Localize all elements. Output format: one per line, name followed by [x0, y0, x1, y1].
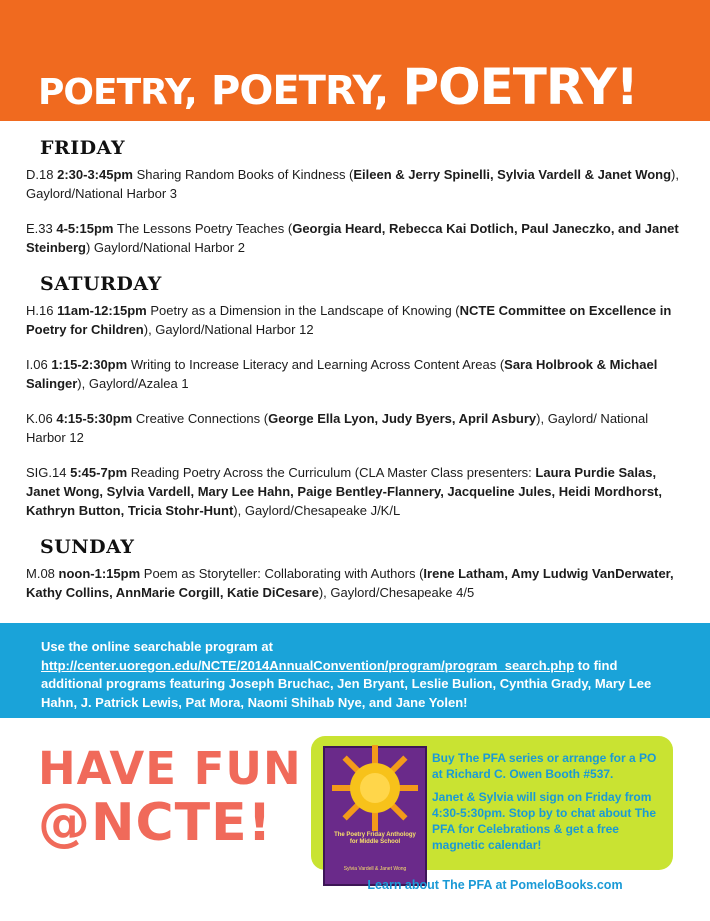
promo-box: [311, 736, 673, 870]
session-location: ), Gaylord/Chesapeake J/K/L: [233, 503, 401, 518]
session-time: 11am-12:15pm: [57, 303, 147, 318]
session-code: I.06: [26, 357, 48, 372]
online-program-banner: [0, 623, 710, 718]
session-presenters: Laura Purdie Salas, Janet Wong, Sylvia Vardell, Mary Lee Hahn, Paige Bentley-Flannery, Jacqueline Jules, Heidi Mordhorst, Kathryn Button, Tricia Stohr-Hunt: [26, 465, 662, 518]
session-location: ) Gaylord/National Harbor 2: [85, 240, 245, 255]
book-title: The Poetry Friday Anthology for Middle School: [334, 832, 416, 845]
promo-signing-text: Janet & Sylvia will sign on Friday from 4:30-5:30pm. Stop by to chat about The PFA for Celebrations & get a free magnetic calendar!: [432, 790, 657, 852]
session-presenters: Irene Latham, Amy Ludwig VanDerwater, Kathy Collins, AnnMarie Corgill, Katie DiCesare: [26, 566, 674, 600]
page-title: [38, 58, 638, 116]
session-item: [26, 463, 680, 520]
session-location: ), Gaylord/Azalea 1: [77, 376, 189, 391]
session-code: SIG.14: [26, 465, 67, 480]
session-title: Poem as Storyteller: Collaborating with Authors (: [143, 566, 424, 581]
online-program-text: [41, 638, 681, 712]
session-location: ), Gaylord/ National Harbor 12: [26, 411, 649, 445]
session-time: noon-1:15pm: [58, 566, 141, 581]
session-item: [26, 301, 680, 339]
title-word-3: POETRY!: [402, 58, 638, 116]
have-fun-graphic: [38, 742, 302, 853]
session-title: Reading Poetry Across the Curriculum (CLA Master Class presenters:: [130, 465, 536, 480]
session-code: D.18: [26, 167, 54, 182]
session-time: 4-5:15pm: [56, 221, 114, 236]
session-time: 4:15-5:30pm: [56, 411, 133, 426]
day-heading-friday: FRIDAY: [40, 137, 126, 159]
session-presenters: Sara Holbrook & Michael Salinger: [26, 357, 658, 391]
session-code: K.06: [26, 411, 53, 426]
session-item: [26, 165, 680, 203]
title-word-1: POETRY,: [38, 72, 197, 113]
online-program-intro: Use the online searchable program at: [41, 639, 273, 654]
session-title: Sharing Random Books of Kindness (: [136, 167, 354, 182]
book-authors: Sylvia Vardell & Janet Wong: [343, 866, 407, 872]
day-heading-saturday: SATURDAY: [40, 273, 162, 295]
session-location: ), Gaylord/Chesapeake 4/5: [318, 585, 475, 600]
session-title: The Lessons Poetry Teaches (: [116, 221, 293, 236]
session-time: 5:45-7pm: [70, 465, 128, 480]
session-title: Writing to Increase Literacy and Learning Across Content Areas (: [130, 357, 505, 372]
session-code: E.33: [26, 221, 53, 236]
program-search-link[interactable]: http://center.uoregon.edu/NCTE/2014AnnualConvention/program/program_search.php: [41, 657, 575, 673]
session-title: Poetry as a Dimension in the Landscape of Knowing (: [150, 303, 460, 318]
session-time: 2:30-3:45pm: [57, 167, 133, 182]
session-presenters: George Ella Lyon, Judy Byers, April Asbury: [268, 411, 537, 426]
session-location: ), Gaylord/National Harbor 12: [143, 322, 314, 337]
session-code: H.16: [26, 303, 54, 318]
day-heading-sunday: SUNDAY: [40, 536, 135, 558]
session-presenters: NCTE Committee on Excellence in Poetry for Children: [26, 303, 672, 337]
sun-face: [360, 773, 390, 803]
title-word-2: POETRY,: [211, 68, 389, 114]
session-presenters: Georgia Heard, Rebecca Kai Dotlich, Paul Janeczko, and Janet Steinberg: [26, 221, 679, 255]
footer-link-text[interactable]: Learn about The PFA at PomeloBooks.com: [367, 878, 623, 892]
session-item: [26, 219, 680, 257]
book-cover-image: [323, 746, 427, 886]
session-item: [26, 564, 680, 602]
session-item: [26, 409, 680, 447]
promo-text: [432, 750, 664, 860]
session-item: [26, 355, 680, 393]
promo-booth-text: Buy The PFA series or arrange for a PO at Richard C. Owen Booth #537.: [432, 751, 657, 781]
have-fun-line: HAVE FUN: [38, 742, 302, 795]
header-banner: [0, 0, 710, 121]
session-location: ), Gaylord/National Harbor 3: [26, 167, 679, 201]
session-title: Creative Connections (: [135, 411, 269, 426]
session-code: M.08: [26, 566, 55, 581]
session-time: 1:15-2:30pm: [51, 357, 128, 372]
schedule: [26, 137, 680, 618]
online-program-authors: to find additional programs featuring Joseph Bruchac, Jen Bryant, Leslie Bulion, Cynthia Grady, Mary Lee Hahn, J. Patrick Lewis, Pat Mora, Naomi Shihab Nye, and Jane Yolen!: [41, 657, 652, 710]
ncte-line: @NCTE!: [38, 793, 273, 853]
session-presenters: Eileen & Jerry Spinelli, Sylvia Vardell & Janet Wong: [353, 167, 672, 182]
